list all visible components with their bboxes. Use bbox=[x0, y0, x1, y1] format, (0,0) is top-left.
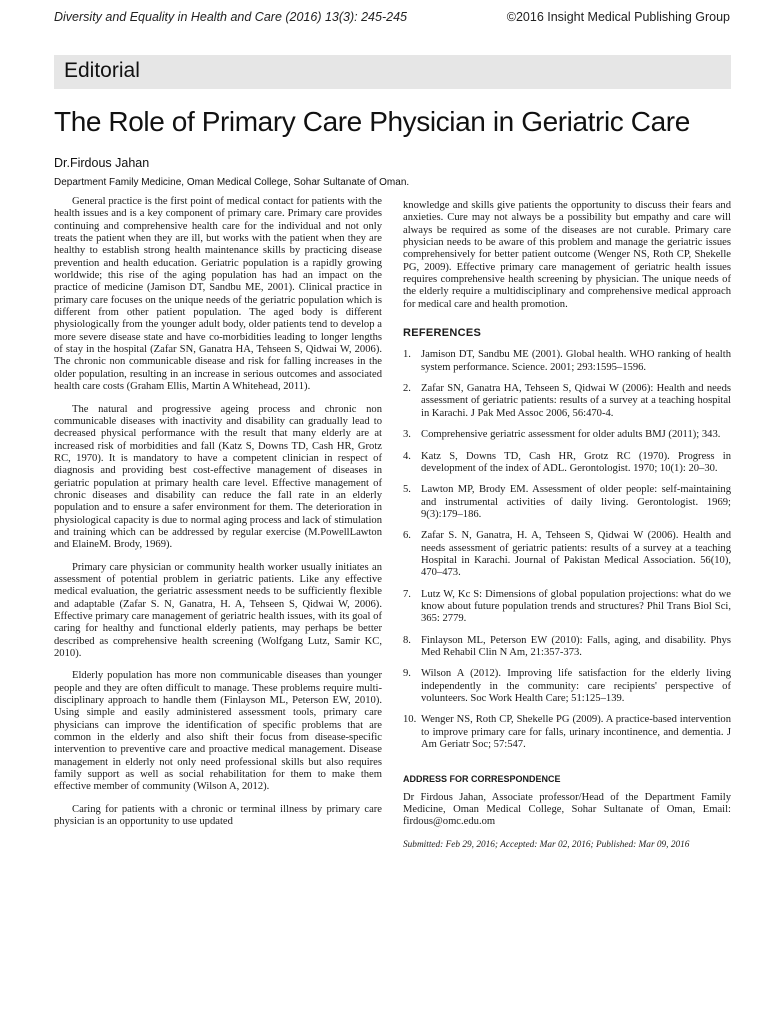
reference-item bbox=[403, 383, 731, 420]
copyright-notice: ©2016 Insight Medical Publishing Group bbox=[506, 10, 730, 24]
body-paragraph-5: Caring for patients with a chronic or terminal illness by primary care physician is an opportunity to use updated bbox=[54, 803, 382, 828]
reference-text: Comprehensive geriatric assessment for older adults BMJ (2011); 343. bbox=[421, 429, 721, 441]
reference-text: Lawton MP, Brody EM. Assessment of older people: self-maintaining and instrumental activities of daily living. Gerontologist. 1969; 9(3):179–186. bbox=[421, 484, 731, 520]
reference-item bbox=[403, 589, 731, 626]
reference-item bbox=[403, 635, 731, 660]
section-label: Editorial bbox=[64, 59, 140, 82]
reference-number: 2. bbox=[403, 383, 411, 395]
right-column bbox=[403, 200, 731, 851]
running-header bbox=[54, 10, 730, 34]
reference-item bbox=[403, 530, 731, 579]
references-heading: REFERENCES bbox=[403, 327, 482, 340]
reference-text: Wenger NS, Roth CP, Shekelle PG (2009). A practice-based intervention to improve primary care for falls, urinary incontinence, and dementia. J Am Geriatr Soc; 57:547. bbox=[421, 714, 731, 751]
reference-text: Jamison DT, Sandbu ME (2001). Global health. WHO ranking of health system performance. Science. 2001; 293:1595–1596. bbox=[421, 349, 731, 373]
article-title: The Role of Primary Care Physician in Geriatric Care bbox=[54, 106, 690, 137]
body-paragraph-1: General practice is the first point of medical contact for patients with the health issues and is a key component of primary care. Primary care provides continuing and comprehensive health care for the individual and not only treats the patient when they are ill, but works with the patient when they are healthy to establish strong health maintenance skills by practicing disease prevention and health education. Geriatric population is a rapidly growing worldwide; this rise of the aging population has had an impact on the practice of medicine (Jamison DT, Sandbu ME, 2001). Clinical practice in primary care focuses on the unique needs of the geriatric population which is different from other patient population. The aged body is different physiologically from the younger adult body, older patients tend to develop a more severe disease state and have co-morbidities leading to longer lengths of stay in the hospital (Zafar SN, Ganatra HA, Tehseen S, Qidwai W, 2006). The chronic non communicable disease and risk for falling increases in the older population, resulting in an increase in serious outcomes and associated health care costs (Graham Ellis, Martin A Whitehead, 2011). bbox=[54, 196, 382, 393]
reference-item bbox=[403, 349, 731, 374]
body-paragraph-4: Elderly population has more non communicable diseases than younger people and they are often difficult to manage. These problems require multi-disciplinary approach to handle them (Finlayson ML, Peterson EW, 2010). Using simple and easily administered assessment tools, primary care physicians can improve the identification of specific problems that are common in the elderly and also shift their focus from disease-specific intervention to preventive care and proactive medical management. Disease management in elderly not only need professional skills but also requires family support as well as social rehabilitation for them to make them effective member of community (Wilson A, 2012). bbox=[54, 670, 382, 793]
reference-number: 9. bbox=[403, 668, 411, 680]
reference-text: Wilson A (2012). Improving life satisfaction for the elderly living independently in the community: care recipients' perspective of volunteers. Soc Work Health Care; 51:125–139. bbox=[421, 668, 731, 704]
left-column bbox=[54, 196, 382, 839]
body-paragraph-continuation: knowledge and skills give patients the opportunity to discuss their fears and anxieties. Cure may not always be a possibility but empathy and care will always be required as some of the diseases are not curable. Primary care physician needs to be aware of this problem and manage the geriatric issues comprehensively for better patient outcome (Wenger NS, Roth CP, Shekelle PG, 2009). Effective primary care management of geriatric health issues requires comprehensive health screening by physician. The unique needs of the elderly require a multidisciplinary and comprehensive medical approach for medical care and health promotion. bbox=[403, 200, 731, 310]
journal-citation: Diversity and Equality in Health and Care (2016) 13(3): 245-245 bbox=[54, 10, 407, 24]
reference-text: Lutz W, Kc S: Dimensions of global population projections: what do we know about future population trends and structures? Phil Trans Biol Sci, 365: 2779. bbox=[421, 588, 731, 625]
publication-dates: Submitted: Feb 29, 2016; Accepted: Mar 02, 2016; Published: Mar 09, 2016 bbox=[403, 839, 690, 850]
section-banner bbox=[54, 55, 731, 89]
correspondence-address: Dr Firdous Jahan, Associate professor/Head of the Department Family Medicine, Oman Medical College, Sohar Sultanate of Oman, Email: firdous@omc.edu.om bbox=[403, 791, 731, 828]
reference-number: 7. bbox=[403, 588, 411, 600]
reference-number: 6. bbox=[403, 530, 411, 542]
reference-item bbox=[403, 429, 731, 441]
reference-number: 1. bbox=[403, 349, 411, 361]
author-name: Dr.Firdous Jahan bbox=[54, 156, 150, 170]
reference-text: Katz S, Downs TD, Cash HR, Grotz RC (1970). Progress in development of the index of ADL. Gerontologist. 1970; 10(1): 20–30. bbox=[421, 450, 731, 474]
reference-number: 8. bbox=[403, 634, 411, 646]
reference-item bbox=[403, 714, 731, 751]
reference-number: 5. bbox=[403, 484, 411, 496]
body-paragraph-3: Primary care physician or community health worker usually initiates an assessment of potential problem in geriatric patients. Like any effective medical evaluation, the geriatric assessment needs to be sufficiently flexible and adaptable (Zafar S. N, Ganatra, H. A, Tehseen S, Qidwai W, 2006). Effective primary care management of geriatric health issues, with its goal of caring for healthy and functional elderly patients, may perhaps be better described as comprehensive health screening (Wolfgang Lutz, Samir KC, 2010). bbox=[54, 561, 382, 660]
reference-text: Zafar S. N, Ganatra, H. A, Tehseen S, Qidwai W (2006). Health and needs assessment of geriatric patients: results of a survey at a teaching Hospital in Karachi. Journal of Pakistan Medical Association. 56(10), 470–473. bbox=[421, 530, 731, 579]
author-affiliation: Department Family Medicine, Oman Medical College, Sohar Sultanate of Oman. bbox=[54, 177, 410, 188]
reference-text: Zafar SN, Ganatra HA, Tehseen S, Qidwai W (2006): Health and needs assessment of geriatric patients: results of a survey at a teaching hospital in Karachi. J Pak Med Assoc 2006, 56:470-4. bbox=[421, 383, 731, 419]
correspondence-heading: ADDRESS FOR CORRESPONDENCE bbox=[403, 774, 561, 785]
reference-item bbox=[403, 451, 731, 476]
reference-number: 10. bbox=[403, 714, 417, 726]
reference-item bbox=[403, 484, 731, 521]
reference-item bbox=[403, 668, 731, 705]
reference-text: Finlayson ML, Peterson EW (2010): Falls, aging, and disability. Phys Med Rehabil Clin N Am, 21:357-373. bbox=[421, 634, 731, 658]
reference-number: 3. bbox=[403, 429, 411, 441]
body-paragraph-2: The natural and progressive ageing process and chronic non communicable diseases with inactivity and disability can gradually lead to decreased physical performance with the result that many elderly are at increased risk of morbidities and fall (Katz S, Downs TD, Cash HR, Grotz RC, 1970). It is mandatory to have a competent clinician in respect of diagnosis and providing best cost-effective management of diseases in geriatric population at primary health care level. Effective management of chronic diseases and disability can reduce the fall rate in an elderly population and to ensure a safer environment for them. The deterioration in physiological capacity is due to normal aging process and lack of stimulation and training which can be addressed by regular exercise (M.PowellLawton and ElaineM. Brody, 1969). bbox=[54, 403, 382, 551]
reference-number: 4. bbox=[403, 450, 411, 462]
references-list bbox=[403, 349, 731, 751]
